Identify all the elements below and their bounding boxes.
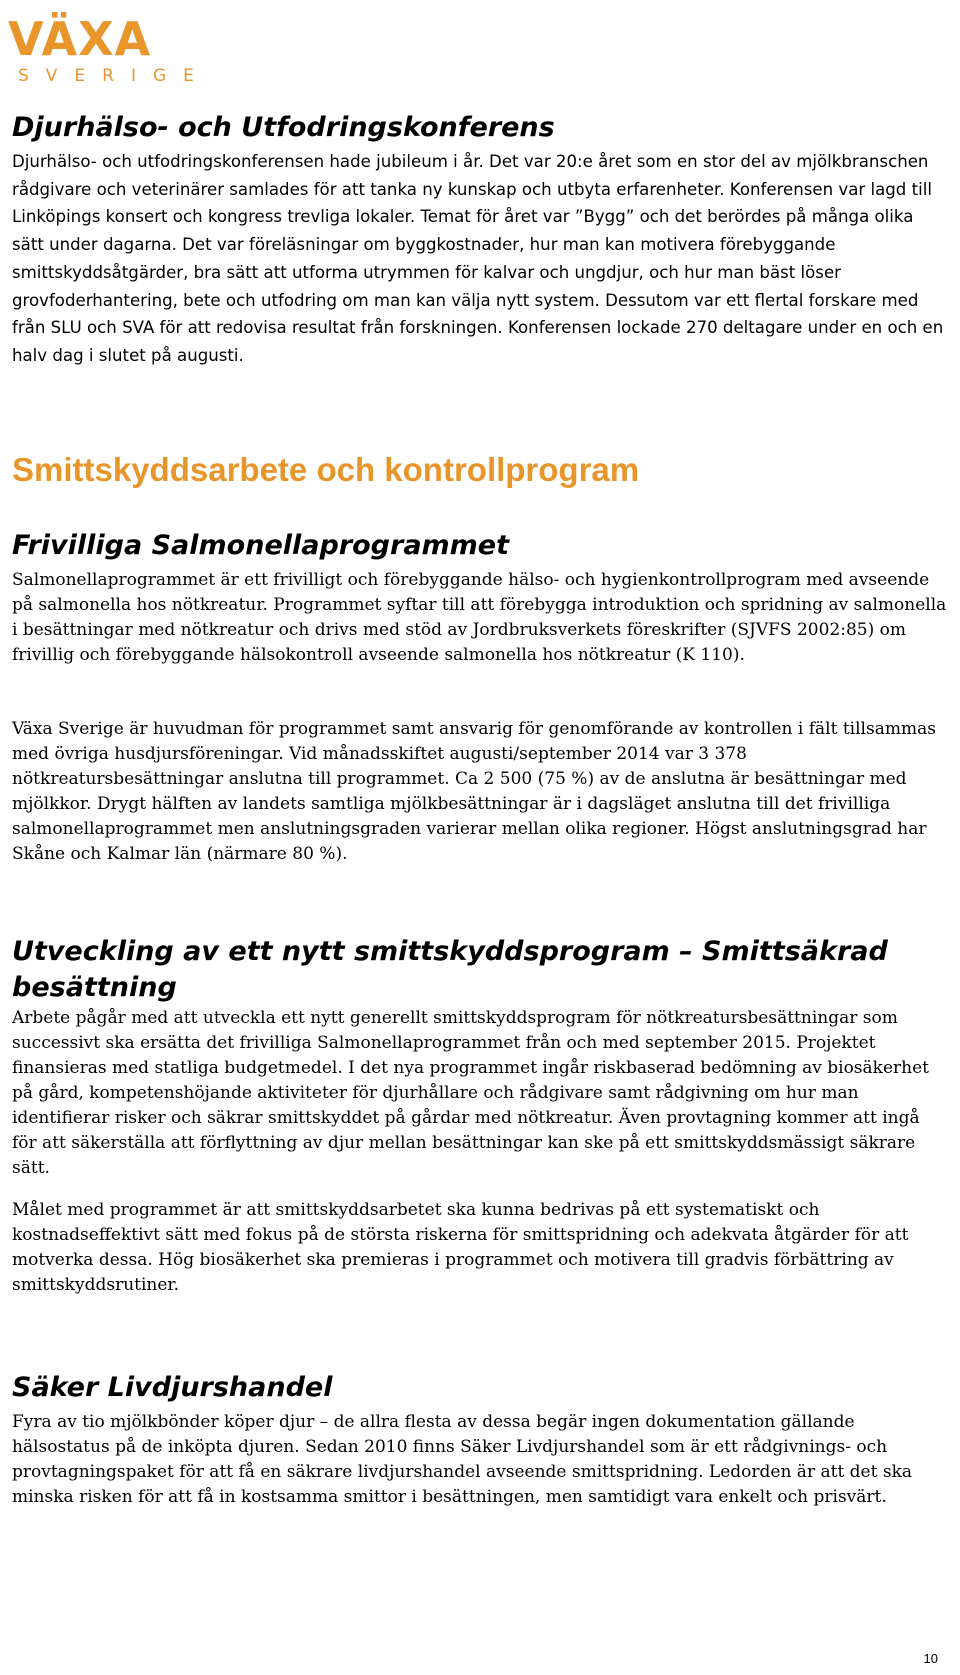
new-program-paragraph-1: Arbete pågår med att utveckla ett nytt generellt smittskyddsprogram för nötkreatursbesättningar som successivt ska ersätta det frivilliga Salmonellaprogrammet från och med september 2015. Projektet finansieras med statliga budgetmedel. I det nya programmet ingår riskbaserad bedömning av biosäkerhet på gård, kompetenshöjande aktiviteter för djurhållare och rådgivare samt rådgivning om hur man identifierar risker och säkrar smittskyddet på gårdar med nötkreatur. Även provtagning kommer att ingå för att säkerställa att förflyttning av djur mellan besättningar kan ske på ett smittskyddsmässigt säkrare sätt. (12, 1008, 929, 1178)
logo-subtitle: SVERIGE (18, 66, 211, 86)
salmonella-paragraph-2: Växa Sverige är huvudman för programmet samt ansvarig för genomförande av kontrollen i fält tillsammas med övriga husdjursföreningar. Vid månadsskiftet augusti/september 2014 var 3 378 nötkreatursbesättningar anslutna till programmet. Ca 2 500 (75 %) av de anslutna är besättningar med mjölkkor. Drygt hälften av landets samtliga mjölkbesättningar är i dagsläget anslutna till det frivilliga salmonellaprogrammet men anslutningsgraden varierar mellan olika regioner. Högst anslutningsgrad har Skåne och Kalmar län (närmare 80 %). (12, 719, 936, 864)
new-program-heading: Utveckling av ett nytt smittskyddsprogram – Smittsäkrad besättning (12, 936, 888, 1003)
conference-heading: Djurhälso- och Utfodringskonferens (12, 112, 555, 143)
page-number: 10 (923, 1651, 938, 1666)
salmonella-paragraph-1: Salmonellaprogrammet är ett frivilligt och förebyggande hälso- och hygienkontrollprogram med avseende på salmonella hos nötkreatur. Programmet syftar till att förebygga introduktion och spridning av salmonella i besättningar med nötkreatur och drivs med stöd av Jordbruksverkets föreskrifter (SJVFS 2002:85) om frivillig och förebyggande hälsokontroll avseende salmonella hos nötkreatur (K 110). (12, 570, 947, 665)
livestock-paragraph: Fyra av tio mjölkbönder köper djur – de allra flesta av dessa begär ingen dokumentation gällande hälsostatus på de inköpta djuren. Sedan 2010 finns Säker Livdjurshandel som är ett rådgivnings- och provtagningspaket för att få en säkrare livdjurshandel avseende smittspridning. Ledorden är att det ska minska risken för att få in kostsamma smittor i besättningen, men samtidigt vara enkelt och prisvärt. (12, 1412, 913, 1507)
main-section-heading: Smittskyddsarbete och kontrollprogram (12, 451, 640, 488)
vaxa-sverige-logo (8, 12, 211, 86)
new-program-paragraph-2: Målet med programmet är att smittskyddsarbetet ska kunna bedrivas på ett systematiskt och kostnadseffektivt sätt med fokus på de största riskerna för smittspridning och adekvata åtgärder för att motverka dessa. Hög biosäkerhet ska premieras i programmet och motivera till gradvis förbättring av smittskyddsrutiner. (12, 1200, 909, 1295)
conference-body: Djurhälso- och utfodringskonferensen hade jubileum i år. Det var 20:e året som en stor del av mjölkbranschen rådgivare och veterinärer samlades för att tanka ny kunskap och utbyta erfarenheter. Konferensen var lagd till Linköpings konsert och kongress trevliga lokaler. Temat för året var ”Bygg” och det berördes på många olika sätt under dagarna. Det var föreläsningar om byggkostnader, hur man kan motivera förebyggande smittskyddsåtgärder, bra sätt att utforma utrymmen för kalvar och ungdjur, och hur man bäst löser grovfoderhantering, bete och utfodring om man kan välja nytt system. Dessutom var ett flertal forskare med från SLU och SVA för att redovisa resultat från forskningen. Konferensen lockade 270 deltagare under en och en halv dag i slutet på augusti. (12, 152, 944, 365)
salmonella-heading: Frivilliga Salmonellaprogrammet (12, 530, 510, 561)
logo-wordmark: VÄXA (8, 12, 152, 66)
livestock-heading: Säker Livdjurshandel (12, 1372, 333, 1403)
